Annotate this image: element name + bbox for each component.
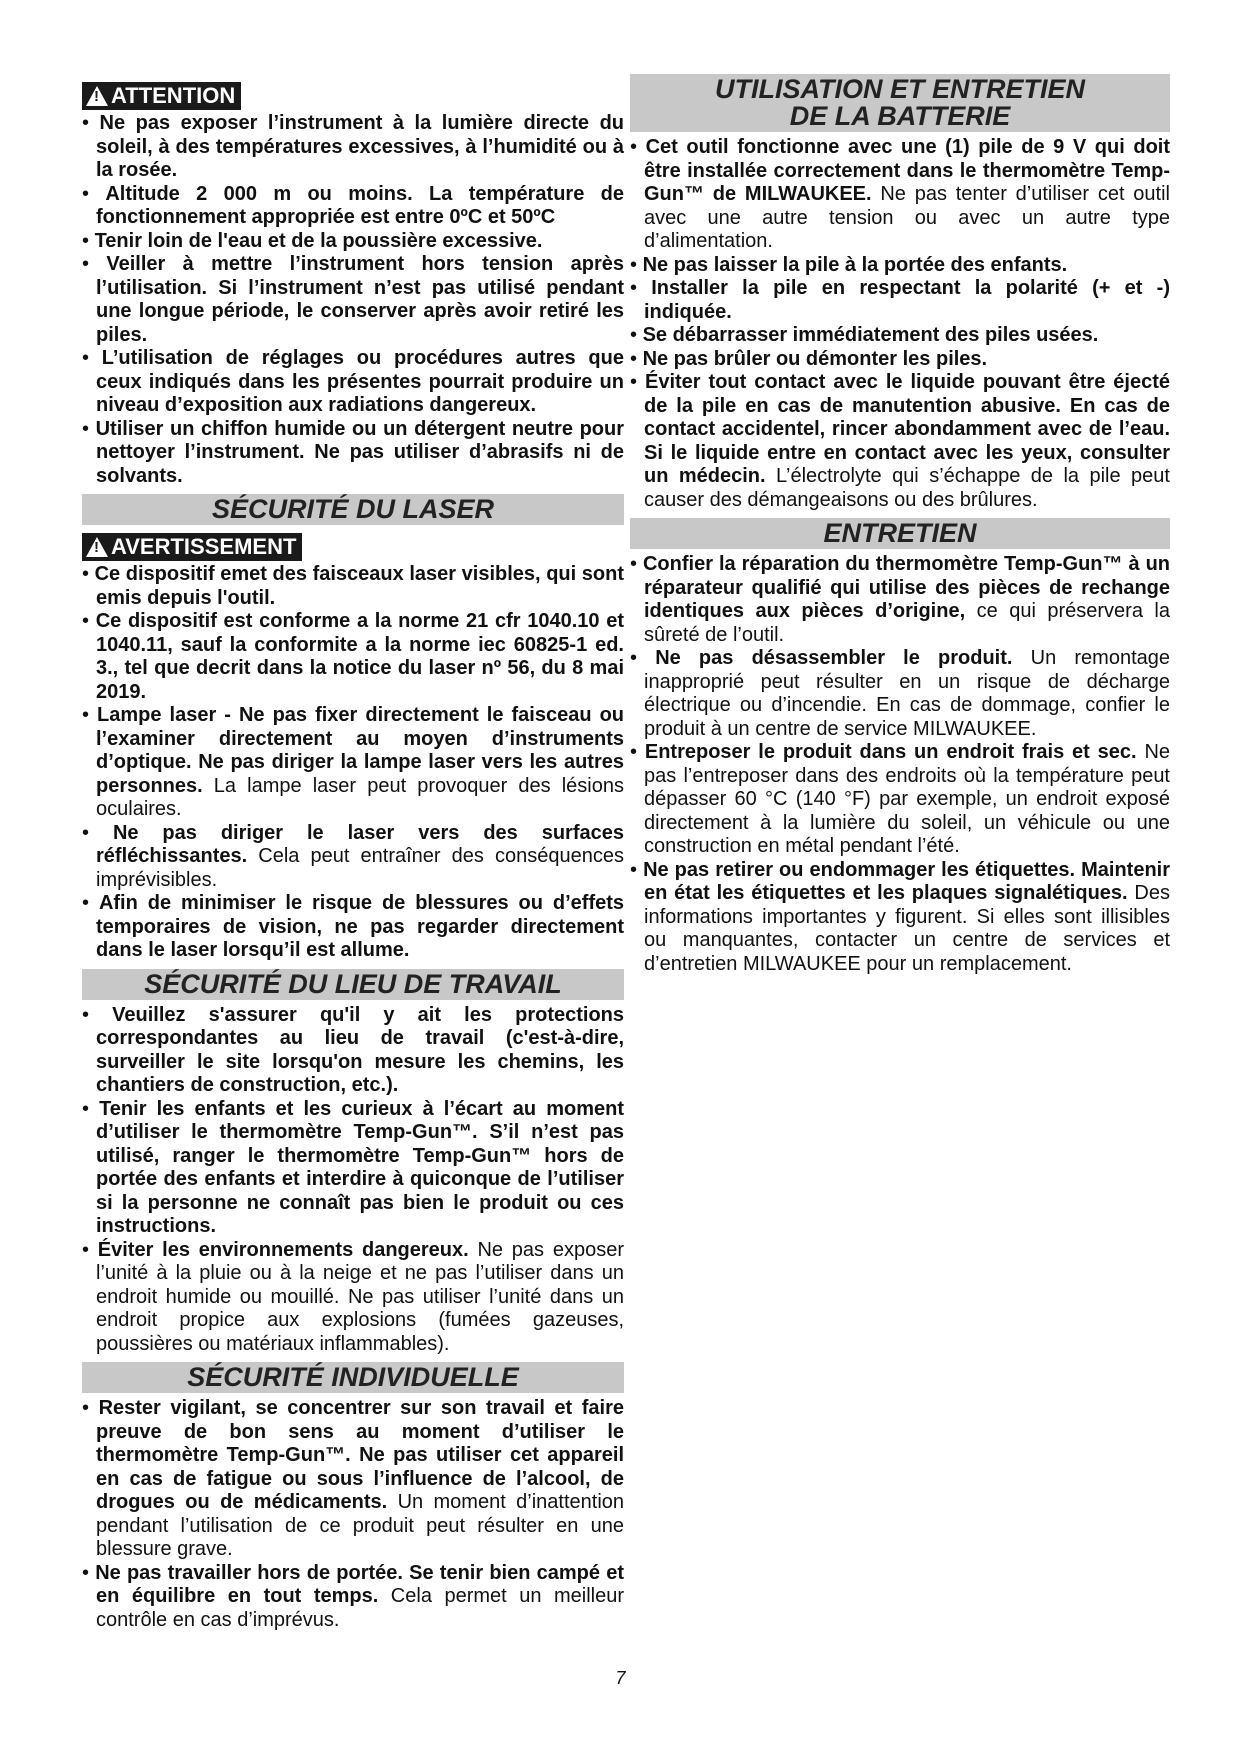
warning-triangle-icon (86, 86, 108, 106)
bullet-item: • Lampe laser - Ne pas fixer directement le faisceau ou l’examiner directement au moyen d’instruments d’optique. Ne pas diriger la lampe laser vers les autres personnes. La lampe laser peut provoquer des lésions oculaires. (82, 704, 624, 820)
battery-heading-line1: UTILISATION ET ENTRETIEN (715, 74, 1085, 104)
bullet-bold-text: Ne pas travailler hors de portée. Se tenir bien campé et en équilibre en tout temps. (95, 1561, 624, 1607)
bullet-bold-text: Tenir les enfants et les curieux à l’écart au moment d’utiliser le thermomètre Temp-Gun™. S’il n’est pas utilisé, ranger le thermomètre Temp-Gun™ hors de portée des enfants et interdire à quiconque de l’utiliser si la personne ne connaît pas bien le produit ou ces instructions. (96, 1097, 624, 1237)
bullet-bold-text: Ne pas retirer ou endommager les étiquettes. Maintenir en état les étiquettes et les plaques signalétiques. (643, 858, 1170, 904)
bullet-normal-text: Des informations importantes y figurent. Si elles sont illisibles ou manquantes, contacter un centre de services et d’entretien MILWAUKEE pour un remplacement. (644, 882, 1170, 975)
bullet-normal-text: L’électrolyte qui s’échappe de la pile peut causer des démangeaisons ou des brûlures. (644, 465, 1170, 511)
bullet-item: • Altitude 2 000 m ou moins. La température de fonctionnement appropriée est entre 0ºC et 50ºC (82, 182, 625, 228)
bullet-bold-text: Entreposer le produit dans un endroit frais et sec. (644, 741, 1137, 763)
bullet-item: • Ne pas laisser la pile à la portée des enfants. (630, 253, 1068, 276)
bullet-bold-text: Tenir loin de l'eau et de la poussière excessive. (94, 229, 543, 252)
left-column (82, 78, 624, 1632)
bullet-bold-text: Ne pas désassembler le produit. (655, 647, 1013, 669)
bullet-item: • Ce dispositif est conforme a la norme 21 cfr 1040.10 et 1040.11, sauf la conformite a la norme iec 60825-1 ed. 3., tel que decrit dans la notice du laser nº 56, du 8 mai 2019. (82, 610, 624, 703)
bullet-bold-text: Confier la réparation du thermomètre Temp-Gun™ à un réparateur qualifié qui utilise des pièces de rechange identiques aux pièces d’origine, (642, 553, 1170, 622)
bullet-bold-text: Veiller à mettre l’instrument hors tension après l’utilisation. Si l’instrument n’est pas utilisé pendant une longue période, le conserver après avoir retiré les piles. (96, 253, 625, 346)
bullet-item: • Tenir les enfants et les curieux à l’écart au moment d’utiliser le thermomètre Temp-Gun™. S’il n’est pas utilisé, ranger le thermomètre Temp-Gun™ hors de portée des enfants et interdire à quiconque de l’utiliser si la personne ne connaît pas bien le produit ou ces instructions. (82, 1097, 624, 1237)
maintenance-heading: ENTRETIEN (630, 518, 1170, 549)
bullet-normal-text: Ne pas l’entreposer dans des endroits où la température peut dépasser 60 °C (140 °F) par exemple, un endroit exposé directement à la lumière du soleil, un véhicule ou une construction en métal pendant l’été. (644, 741, 1171, 857)
personal-list (82, 1397, 624, 1632)
bullet-bold-text: Se débarrasser immédiatement des piles usées. (642, 324, 1099, 346)
battery-heading (630, 74, 1170, 132)
bullet-item: • Ce dispositif emet des faisceaux laser visibles, qui sont emis depuis l'outil. (82, 563, 624, 609)
bullet-bold-text: Éviter les environnements dangereux. (97, 1238, 469, 1261)
bullet-normal-text: Ne pas tenter d’utiliser cet outil avec une autre tension ou avec un autre type d’alimentation. (644, 183, 1170, 252)
bullet-item: • Ne pas brûler ou démonter les piles. (630, 347, 988, 370)
personal-safety-heading: SÉCURITÉ INDIVIDUELLE (82, 1362, 624, 1393)
bullet-item: • Veuillez s'assurer qu'il y ait les protections correspondantes au lieu de travail (c'est-à-dire, surveiller le site lorsqu'on mesure les chemins, les chantiers de construction, etc.). (82, 1003, 625, 1096)
bullet-bold-text: Ne pas diriger le laser vers des surfaces réfléchissantes. (96, 821, 624, 867)
bullet-bold-text: Installer la pile en respectant la polarité (+ et -) indiquée. (644, 277, 1170, 323)
laser-list (82, 563, 624, 963)
bullet-bold-text: Cet outil fonctionne avec une (1) pile de 9 V qui doit être installée correctement dans le thermomètre Temp-Gun™ de MILWAUKEE. (644, 136, 1171, 205)
bullet-item: • L’utilisation de réglages ou procédures autres que ceux indiqués dans les présentes pourrait produire un niveau d’exposition aux radiations dangereux. (82, 347, 624, 416)
bullet-item: • Cet outil fonctionne avec une (1) pile de 9 V qui doit être installée correctement dans le thermomètre Temp-Gun™ de MILWAUKEE. Ne pas tenter d’utiliser cet outil avec une autre tension ou avec un autre type d’alimentation. (630, 136, 1171, 252)
bullet-item: • Ne pas désassembler le produit. Un remontage inapproprié peut résulter en un risque de décharge électrique ou d’incendie. En cas de dommage, confier le produit à un centre de service MILWAUKEE. (630, 647, 1171, 740)
bullet-bold-text: Ce dispositif emet des faisceaux laser visibles, qui sont emis depuis l'outil. (94, 563, 624, 609)
bullet-bold-text: Veuillez s'assurer qu'il y ait les protections correspondantes au lieu de travail (c'est-à-dire, surveiller le site lorsqu'on mesure les chemins, les chantiers de construction, etc.). (96, 1003, 625, 1096)
bullet-item: • Afin de minimiser le risque de blessures ou d’effets temporaires de vision, ne pas regarder directement dans le laser lorsqu’il est allume. (82, 892, 625, 961)
bullet-item: • Confier la réparation du thermomètre Temp-Gun™ à un réparateur qualifié qui utilise des pièces de rechange identiques aux pièces d’origine, ce qui préservera la sûreté de l’outil. (630, 553, 1170, 646)
bullet-item: • Entreposer le produit dans un endroit frais et sec. Ne pas l’entreposer dans des endroits où la température peut dépasser 60 °C (140 °F) par exemple, un endroit exposé directement à la lumière du soleil, un véhicule ou une construction en métal pendant l’été. (630, 741, 1171, 857)
bullet-bold-text: Ne pas brûler ou démonter les piles. (642, 347, 988, 370)
bullet-normal-text: Ne pas exposer l’unité à la pluie ou à la neige et ne pas l’utiliser dans un endroit humide ou mouillé. Ne pas utiliser l’unité dans un endroit propice aux explosions (fumées gazeuses, poussières ou matériaux inflammables). (96, 1238, 624, 1355)
bullet-item: • Ne pas exposer l’instrument à la lumière directe du soleil, à des températures excessives, à l’humidité ou à la rosée. (82, 112, 625, 181)
bullet-normal-text: Cela permet un meilleur contrôle en cas d’imprévus. (96, 1585, 624, 1631)
bullet-item: • Ne pas retirer ou endommager les étiquettes. Maintenir en état les étiquettes et les plaques signalétiques. Des informations importantes y figurent. Si elles sont illisibles ou manquantes, contacter un centre de services et d’entretien MILWAUKEE pour un remplacement. (630, 858, 1170, 975)
bullet-bold-text: Rester vigilant, se concentrer sur son travail et faire preuve de bon sens au moment d’utiliser le thermomètre Temp-Gun™. Ne pas utiliser cet appareil en cas de fatigue ou sous l’influence de l’alcool, de drogues ou de médicaments. (96, 1397, 625, 1513)
bullet-item: • Veiller à mettre l’instrument hors tension après l’utilisation. Si l’instrument n’est pas utilisé pendant une longue période, le conserver après avoir retiré les piles. (82, 253, 625, 346)
right-column (630, 74, 1171, 976)
bullet-item: • Rester vigilant, se concentrer sur son travail et faire preuve de bon sens au moment d’utiliser le thermomètre Temp-Gun™. Ne pas utiliser cet appareil en cas de fatigue ou sous l’influence de l’alcool, de drogues ou de médicaments. Un moment d’inattention pendant l’utilisation de ce produit peut résulter en une blessure grave. (82, 1397, 625, 1560)
workplace-list (82, 1004, 624, 1357)
bullet-normal-text: ce qui préservera la sûreté de l’outil. (644, 600, 1170, 646)
bullet-normal-text: La lampe laser peut provoquer des lésions oculaires. (96, 774, 624, 820)
bullet-bold-text: Éviter tout contact avec le liquide pouvant être éjecté de la pile en cas de manutention abusive. En cas de contact accidentel, rincer abondamment avec de l’eau. Si le liquide entre en contact avec les yeux, consulter un médecin. (644, 371, 1171, 487)
bullet-normal-text: Un moment d’inattention pendant l’utilisation de ce produit peut résulter en une blessure grave. (96, 1491, 625, 1560)
bullet-item: • Utiliser un chiffon humide ou un détergent neutre pour nettoyer l’instrument. Ne pas utiliser d’abrasifs ni de solvants. (82, 417, 624, 487)
workplace-safety-heading: SÉCURITÉ DU LIEU DE TRAVAIL (82, 969, 624, 1000)
bullet-bold-text: Altitude 2 000 m ou moins. La température de fonctionnement appropriée est entre 0ºC et 50ºC (96, 182, 625, 228)
page-number: 7 (615, 1668, 626, 1688)
battery-list (630, 136, 1170, 512)
bullet-bold-text: Ne pas laisser la pile à la portée des enfants. (642, 253, 1068, 276)
battery-heading-line2: DE LA BATTERIE (789, 101, 1011, 131)
maintenance-list (630, 553, 1170, 976)
warning-label: ! AVERTISSEMENT (82, 533, 302, 561)
bullet-bold-text: Afin de minimiser le risque de blessures ou d’effets temporaires de vision, ne pas regarder directement dans le laser lorsqu’il est allume. (96, 892, 625, 961)
bullet-item: • Ne pas travailler hors de portée. Se tenir bien campé et en équilibre en tout temps. Cela permet un meilleur contrôle en cas d’imprévus. (82, 1561, 624, 1631)
bullet-bold-text: Ne pas exposer l’instrument à la lumière directe du soleil, à des températures excessives, à l’humidité ou à la rosée. (96, 112, 625, 181)
attention-list (82, 112, 624, 488)
bullet-bold-text: L’utilisation de réglages ou procédures autres que ceux indiqués dans les présentes pourrait produire un niveau d’exposition aux radiations dangereux. (96, 347, 624, 416)
warning-triangle-icon (86, 537, 108, 557)
bullet-bold-text: Ce dispositif est conforme a la norme 21 cfr 1040.10 et 1040.11, sauf la conformite a la norme iec 60825-1 ed. 3., tel que decrit dans la notice du laser nº 56, du 8 mai 2019. (95, 610, 624, 703)
bullet-item: • Ne pas diriger le laser vers des surfaces réfléchissantes. Cela peut entraîner des conséquences imprévisibles. (82, 821, 624, 891)
bullet-item: • Éviter les environnements dangereux. Ne pas exposer l’unité à la pluie ou à la neige et ne pas l’utiliser dans un endroit humide ou mouillé. Ne pas utiliser l’unité dans un endroit propice aux explosions (fumées gazeuses, poussières ou matériaux inflammables). (82, 1238, 624, 1355)
bullet-normal-text: Cela peut entraîner des conséquences imprévisibles. (96, 845, 624, 891)
bullet-bold-text: Lampe laser - Ne pas fixer directement le faisceau ou l’examiner directement au moyen d’instruments d’optique. Ne pas diriger la lampe laser vers les autres personnes. (96, 704, 624, 797)
bullet-item: • Tenir loin de l'eau et de la poussière excessive. (82, 229, 543, 252)
bullet-normal-text: Un remontage inapproprié peut résulter en un risque de décharge électrique ou d’incendie. En cas de dommage, confier le produit à un centre de service MILWAUKEE. (644, 647, 1171, 740)
bullet-item: • Se débarrasser immédiatement des piles usées. (630, 324, 1099, 346)
bullet-item: • Éviter tout contact avec le liquide pouvant être éjecté de la pile en cas de manutention abusive. En cas de contact accidentel, rincer abondamment avec de l’eau. Si le liquide entre en contact avec les yeux, consulter un médecin. L’électrolyte qui s’échappe de la pile peut causer des démangeaisons ou des brûlures. (630, 371, 1171, 511)
attention-label: ! ATTENTION (82, 82, 241, 110)
bullet-bold-text: Utiliser un chiffon humide ou un détergent neutre pour nettoyer l’instrument. Ne pas utiliser d’abrasifs ni de solvants. (95, 417, 624, 487)
laser-safety-heading: SÉCURITÉ DU LASER (82, 494, 624, 525)
bullet-item: • Installer la pile en respectant la polarité (+ et -) indiquée. (630, 277, 1170, 323)
